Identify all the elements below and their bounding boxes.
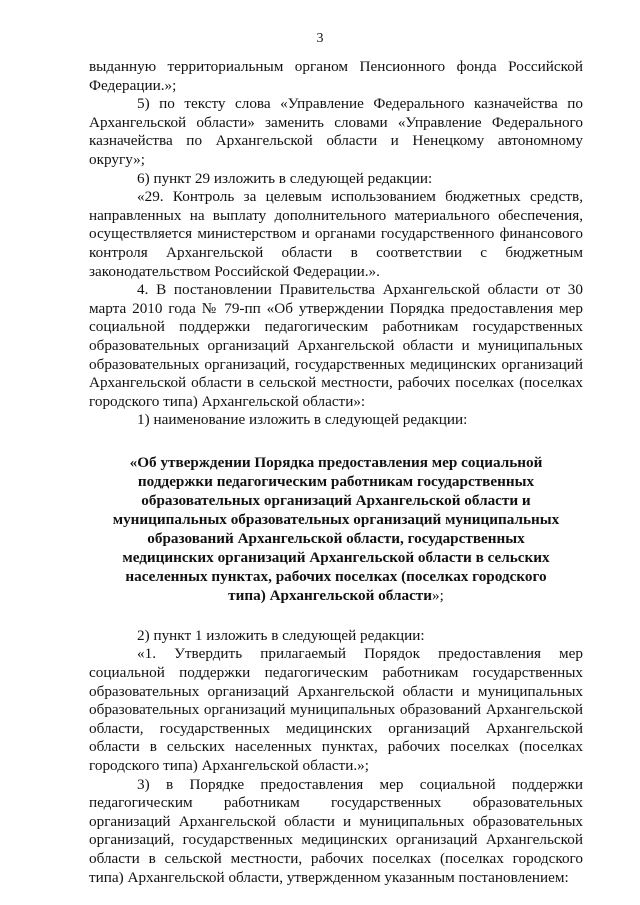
paragraph-item-3: 3) в Порядке предоставления мер социальной поддержки педагогическим работникам государственных образовательных организаций Архангельской области и муниципальных образовательных организаций, государственных медицинских организаций Архангельской области в сельской местности, рабочих поселках (поселках городского типа) Архангельской области, утвержденном указанным постановлением: — [89, 775, 583, 886]
document-body — [89, 58, 583, 887]
page-number: 3 — [316, 31, 324, 46]
paragraph-item-6: 6) пункт 29 изложить в следующей редакции: — [137, 169, 433, 187]
paragraph-item-29: «29. Контроль за целевым использованием бюджетных средств, направленных на выплату дополнительного материального обеспечения, осуществляется министерством и органами государственного финансового контроля Архангельской области в соответствии с бюджетным законодательством Российской Федерации.». — [89, 188, 583, 280]
quoted-title-tail: »; — [432, 586, 444, 604]
paragraph-item-2-text: «1. Утвердить прилагаемый Порядок предоставления мер социальной поддержки педагогическим работникам государственных образовательных организаций Архангельской области и муниципальных образовательных организаций муниципальных образований Архангельской области, государственных медицинских организаций Архангельской области в сельских населенных пунктах, рабочих поселках (поселках городского типа) Архангельской области.»; — [89, 645, 583, 775]
paragraph-item-1-title: 1) наименование изложить в следующей редакции: — [137, 411, 468, 429]
paragraph-item-2: 2) пункт 1 изложить в следующей редакции: — [137, 626, 425, 644]
quoted-title — [89, 453, 583, 605]
paragraph-continuation: выданную территориальным органом Пенсионного фонда Российской Федерации.»; — [89, 58, 583, 94]
paragraph-item-5: 5) по тексту слова «Управление Федерального казначейства по Архангельской области» заменить словами «Управление Федерального казначейства по Архангельской области и Ненецкому автономному округу»; — [89, 95, 583, 168]
quoted-title-bold: «Об утверждении Порядка предоставления мер социальной поддержки педагогическим работникам государственных образовательных организаций Архангельской области и муниципальных образовательных организаций муниципальных образований Архангельской области, государственных медицинских организаций Архангельской области в сельских населенных пунктах, рабочих поселках (поселках городского типа) Архангельской области — [112, 453, 560, 604]
paragraph-item-4: 4. В постановлении Правительства Архангельской области от 30 марта 2010 года № 79-пп «Об утверждении Порядка предоставления мер социальной поддержки педагогическим работникам государственных образовательных организаций Архангельской области и муниципальных образовательных организаций, государственных медицинских организаций Архангельской области в сельской местности, рабочих поселках (поселках городского типа) Архангельской области»: — [89, 281, 583, 410]
